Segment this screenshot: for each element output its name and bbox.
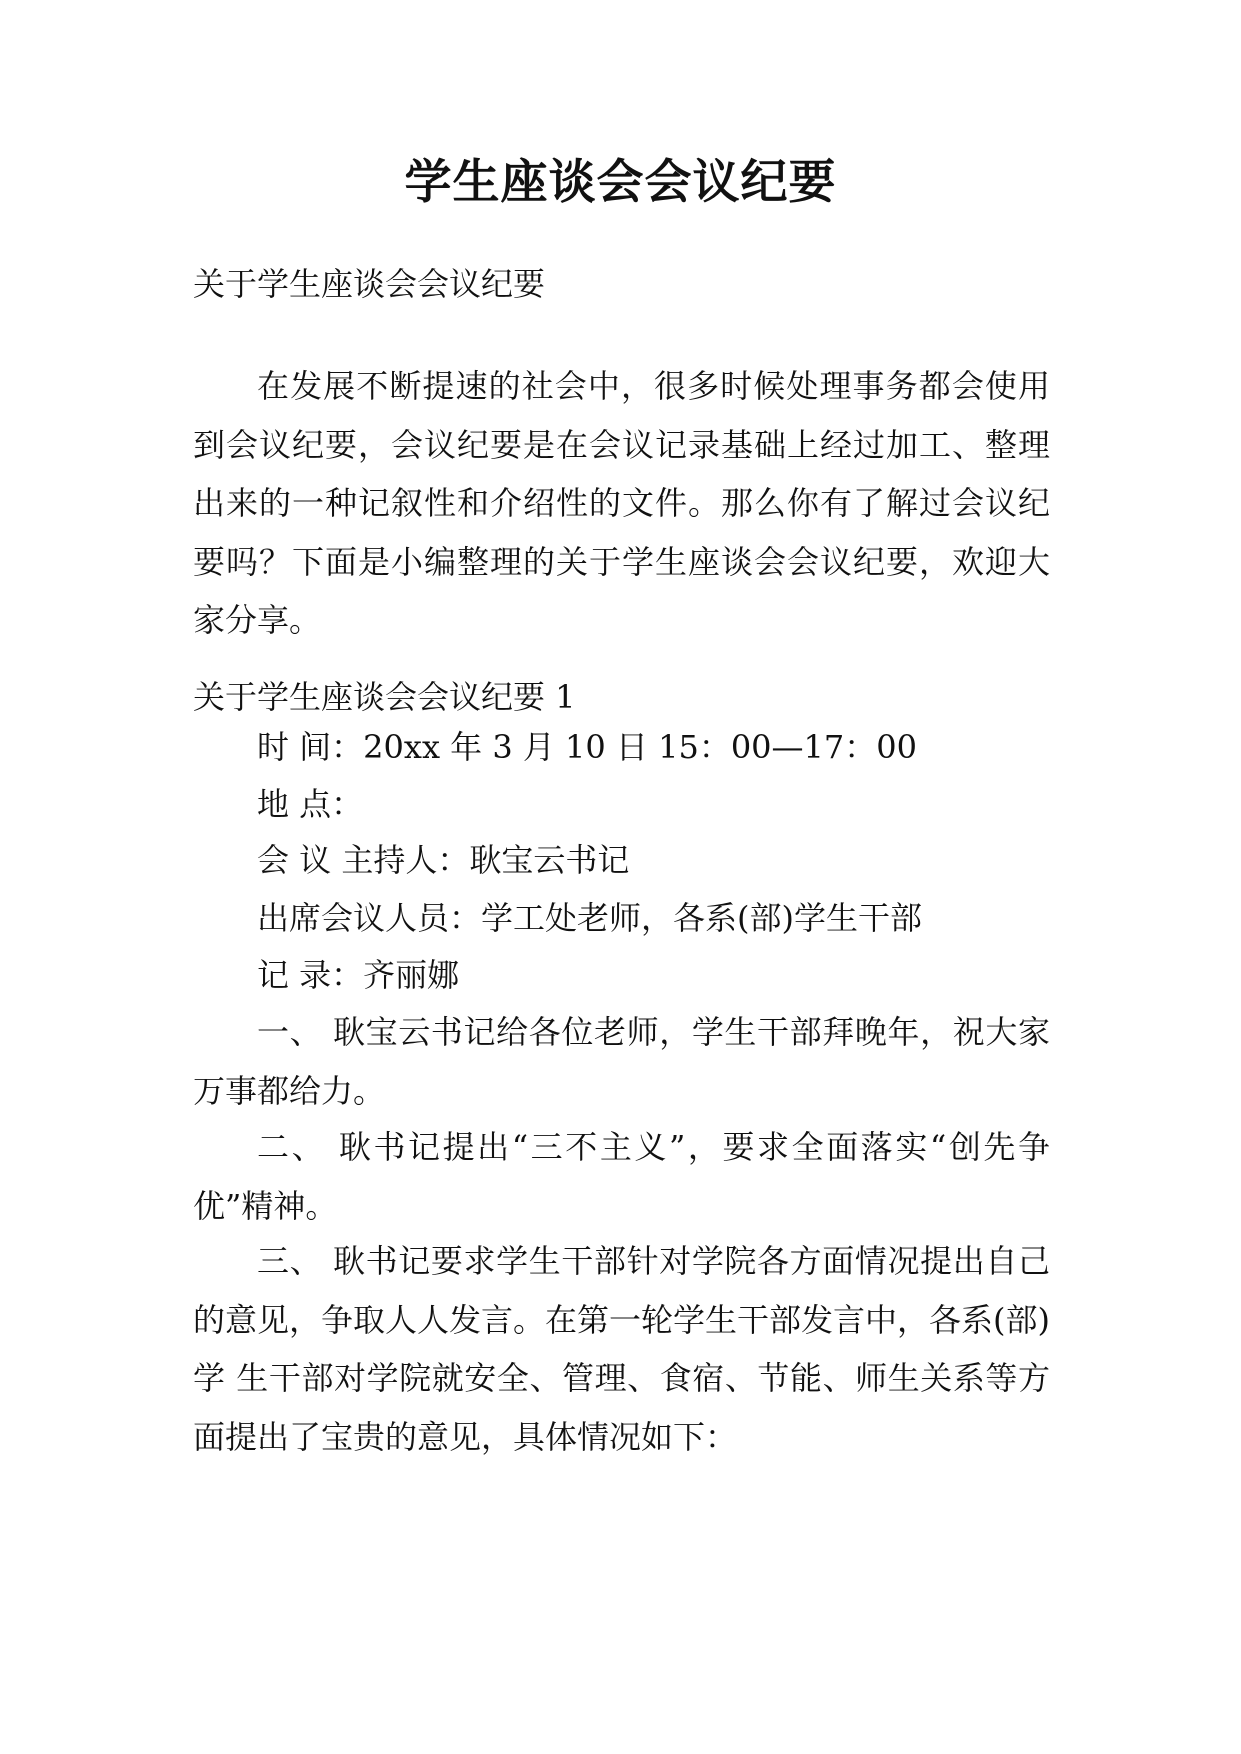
meeting-time: 时 间：20xx 年 3 月 10 日 15：00—17：00 [257, 728, 917, 766]
document-subtitle: 关于学生座谈会会议纪要 [193, 265, 546, 303]
agenda-item-3: 三、 耿书记要求学生干部针对学院各方面情况提出自己的意见，争取人人发言。在第一轮学生干部发言中，各系(部)学 生干部对学院就安全、管理、食宿、节能、师生关系等方面提出了宝贵的意见，具体情况如下： [193, 1242, 1050, 1456]
meeting-host: 会 议 主持人：耿宝云书记 [257, 841, 630, 879]
agenda-item-2: 二、 耿书记提出“三不主义”，要求全面落实“创先争优”精神。 [193, 1128, 1050, 1225]
agenda-item-1: 一、 耿宝云书记给各位老师，学生干部拜晚年，祝大家万事都给力。 [193, 1013, 1050, 1110]
section-heading: 关于学生座谈会会议纪要 1 [193, 678, 576, 716]
meeting-place: 地 点： [257, 785, 364, 823]
meeting-recorder: 记 录：齐丽娜 [257, 956, 460, 994]
meeting-attendees: 出席会议人员：学工处老师，各系(部)学生干部 [257, 899, 922, 937]
page-title: 学生座谈会会议纪要 [404, 155, 837, 210]
intro-paragraph: 在发展不断提速的社会中，很多时候处理事务都会使用到会议纪要，会议纪要是在会议记录基础上经过加工、整理出来的一种记叙性和介绍性的文件。那么你有了解过会议纪要吗？下面是小编整理的关于学生座谈会会议纪要，欢迎大家分享。 [193, 367, 1050, 639]
